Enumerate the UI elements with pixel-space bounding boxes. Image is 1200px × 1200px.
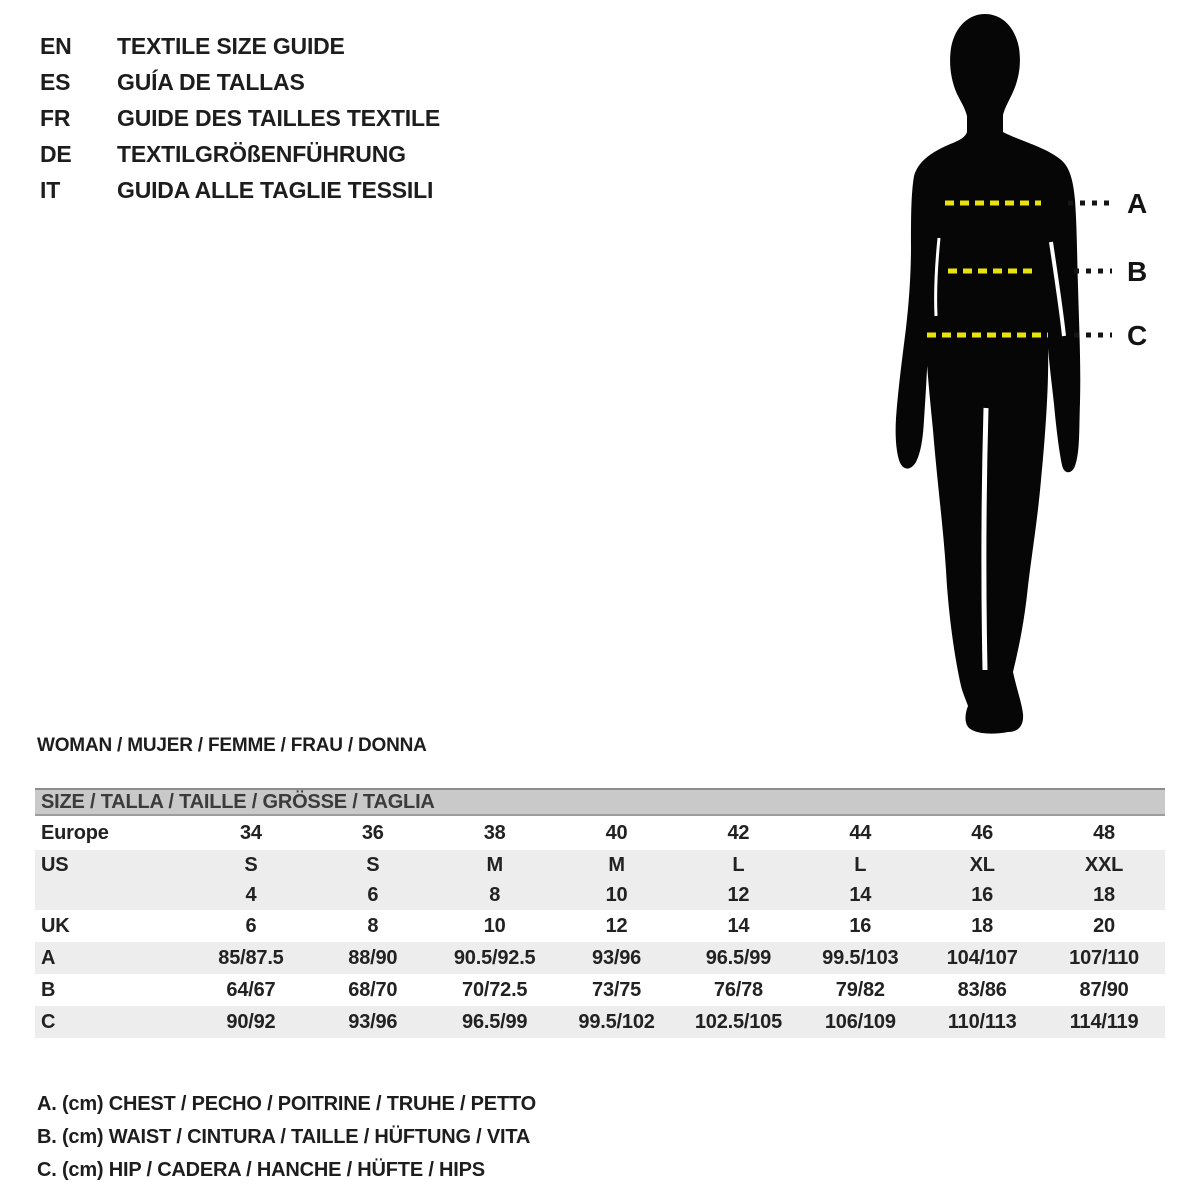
table-row-us-letter — [35, 850, 1165, 880]
cell: 46 — [971, 821, 994, 844]
lang-code-fr: FR — [40, 104, 71, 131]
cell: XXL — [1084, 853, 1124, 876]
cell: 8 — [367, 914, 379, 937]
cell: XL — [969, 853, 995, 876]
row-label-a: A — [41, 946, 56, 969]
cell: 70/72.5 — [462, 978, 528, 1001]
cell: 34 — [240, 821, 262, 844]
lang-row-fr — [40, 100, 440, 136]
cell: 48 — [1093, 821, 1115, 844]
cell: 4 — [245, 883, 257, 906]
measurement-figure — [880, 10, 1180, 740]
cell: 96.5/99 — [705, 946, 772, 969]
woman-figure-svg — [880, 10, 1180, 740]
cell: 10 — [605, 883, 628, 906]
table-row-us-numeric — [35, 880, 1165, 910]
cell: S — [244, 853, 258, 876]
size-table-header-band — [35, 788, 1165, 816]
lang-row-it — [40, 172, 440, 208]
cell: M — [486, 853, 503, 876]
table-row-waist-b — [35, 974, 1165, 1006]
cell: 102.5/105 — [694, 1010, 783, 1033]
cell: 18 — [1093, 883, 1115, 906]
cell: 73/75 — [592, 978, 642, 1001]
row-label-us: US — [41, 853, 69, 876]
measurement-notes — [37, 1088, 536, 1187]
row-label-c: C — [41, 1010, 56, 1033]
row-label-uk: UK — [41, 914, 70, 937]
cell: 87/90 — [1079, 978, 1129, 1001]
cell: 36 — [361, 821, 384, 844]
cell: 16 — [849, 914, 872, 937]
cell: 6 — [245, 914, 257, 937]
cell: 83/86 — [957, 978, 1007, 1001]
lang-code-de: DE — [40, 140, 72, 167]
note-waist: B. (cm) WAIST / CINTURA / TAILLE / HÜFTUNG / VITA — [37, 1126, 531, 1148]
note-chest: A. (cm) CHEST / PECHO / POITRINE / TRUHE / PETTO — [37, 1093, 536, 1115]
cell: 68/70 — [348, 978, 398, 1001]
lang-code-it: IT — [40, 176, 61, 203]
lang-row-es — [40, 64, 440, 100]
cell: 93/96 — [592, 946, 642, 969]
table-row-hip-c — [35, 1006, 1165, 1038]
table-row-chest-a — [35, 942, 1165, 974]
cell: 107/110 — [1069, 946, 1139, 969]
marker-c-label: C — [1127, 320, 1148, 351]
cell: 14 — [849, 883, 872, 906]
table-row-europe — [35, 816, 1165, 850]
cell: 76/78 — [713, 978, 763, 1001]
cell: 8 — [489, 883, 501, 906]
lang-row-en — [40, 28, 440, 64]
cell: 64/67 — [226, 978, 276, 1001]
row-label-b: B — [41, 978, 56, 1001]
row-label-us-numeric — [35, 880, 190, 910]
cell: 40 — [605, 821, 628, 844]
size-table-header-label: SIZE / TALLA / TAILLE / GRÖSSE / TAGLIA — [41, 791, 435, 813]
cell: 96.5/99 — [462, 1010, 528, 1033]
cell: 6 — [367, 883, 379, 906]
cell: 12 — [727, 883, 750, 906]
cell: 12 — [605, 914, 628, 937]
cell: 104/107 — [946, 946, 1018, 969]
cell: 88/90 — [348, 946, 398, 969]
cell: 90/92 — [226, 1010, 276, 1033]
size-table — [35, 788, 1165, 1038]
lang-title-it: GUIDA ALLE TAGLIE TESSILI — [117, 176, 434, 203]
note-hip: C. (cm) HIP / CADERA / HANCHE / HÜFTE / HIPS — [37, 1159, 485, 1181]
marker-a-label: A — [1127, 188, 1148, 219]
lang-title-en: TEXTILE SIZE GUIDE — [117, 32, 345, 59]
cell: 20 — [1093, 914, 1115, 937]
cell: 110/113 — [947, 1010, 1017, 1033]
cell: 16 — [971, 883, 994, 906]
cell: L — [854, 853, 867, 876]
lang-title-de: TEXTILGRÖßENFÜHRUNG — [117, 140, 406, 167]
lang-code-es: ES — [40, 68, 71, 95]
size-table-grid — [35, 816, 1165, 1038]
language-title-list — [40, 28, 440, 208]
marker-b-label: B — [1127, 256, 1148, 287]
cell: L — [732, 853, 745, 876]
table-row-uk — [35, 910, 1165, 942]
cell: 93/96 — [348, 1010, 398, 1033]
cell: 38 — [483, 821, 506, 844]
cell: 42 — [727, 821, 750, 844]
leg-gap-line — [984, 408, 986, 670]
cell: 44 — [849, 821, 872, 844]
lang-row-de — [40, 136, 440, 172]
lang-title-fr: GUIDE DES TAILLES TEXTILE — [117, 104, 440, 131]
cell: 90.5/92.5 — [453, 946, 536, 969]
cell: 14 — [727, 914, 750, 937]
cell: M — [608, 853, 625, 876]
lang-title-es: GUÍA DE TALLAS — [117, 68, 305, 95]
cell: 85/87.5 — [218, 946, 284, 969]
cell: 79/82 — [835, 978, 885, 1001]
lang-code-en: EN — [40, 32, 72, 59]
cell: 99.5/103 — [822, 946, 899, 969]
cell: 10 — [483, 914, 506, 937]
cell: S — [366, 853, 380, 876]
section-title-woman: WOMAN / MUJER / FEMME / FRAU / DONNA — [37, 735, 427, 756]
cell: 106/109 — [824, 1010, 896, 1033]
cell: 114/119 — [1069, 1010, 1139, 1033]
cell: 18 — [971, 914, 994, 937]
row-label-europe: Europe — [41, 821, 109, 844]
cell: 99.5/102 — [578, 1010, 655, 1033]
woman-silhouette — [896, 14, 1081, 734]
